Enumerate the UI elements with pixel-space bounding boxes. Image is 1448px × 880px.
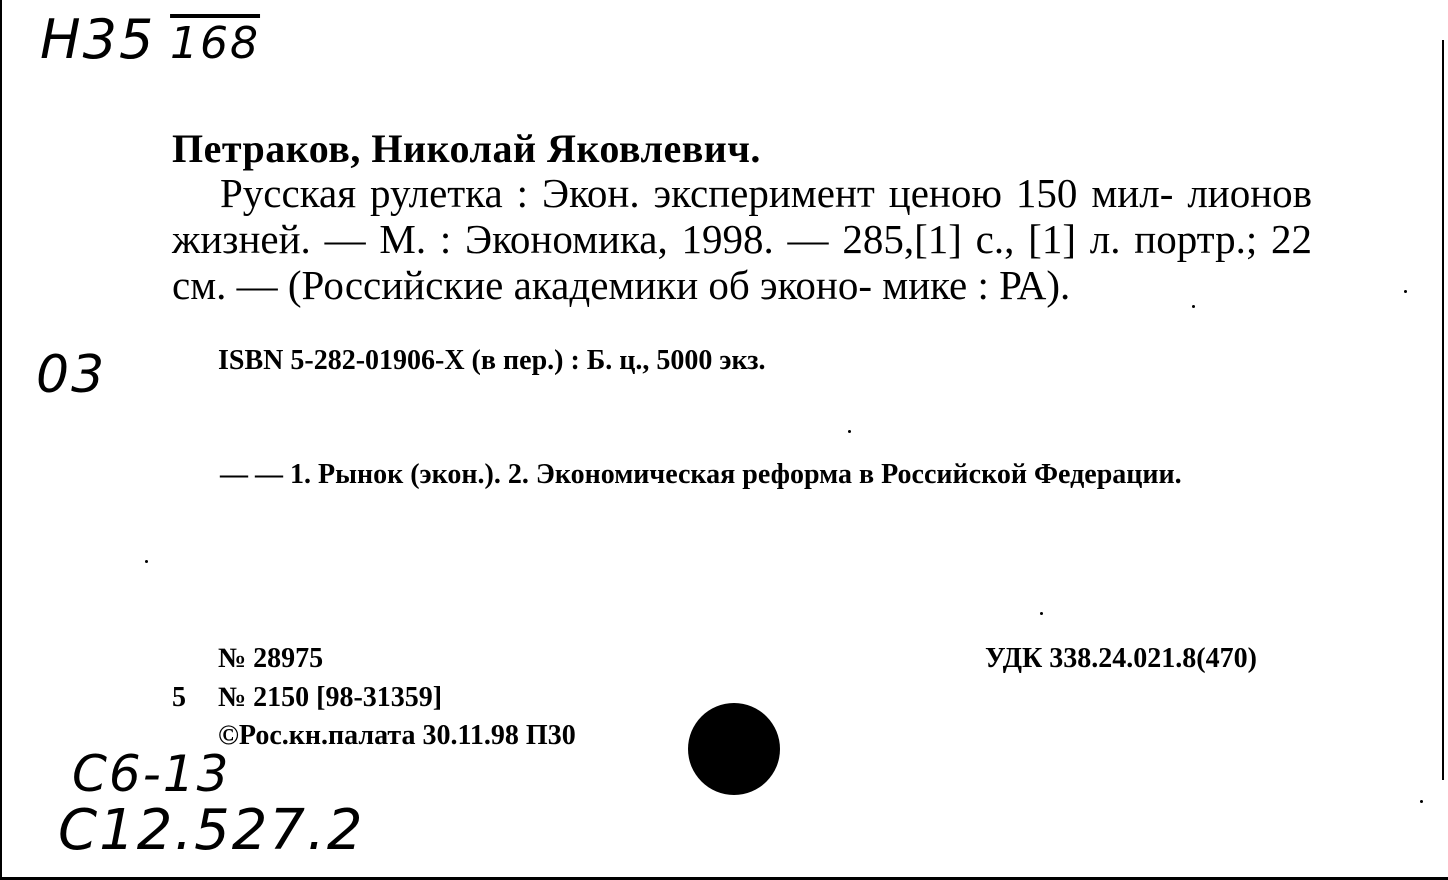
shelf-mark-prefix: Н35 — [40, 8, 156, 71]
class-mark-2-handwritten: С12.527.2 — [58, 798, 365, 863]
copyright-line: ©Рос.кн.палата 30.11.98 П30 — [218, 720, 576, 751]
scan-speck — [848, 430, 851, 433]
shelf-mark-number: 168 — [170, 18, 261, 69]
order-number: № 2150 [98-31359] — [218, 682, 443, 713]
card-left-edge — [0, 0, 2, 880]
udk-code: УДК 338.24.021.8(470) — [985, 643, 1257, 674]
subject-headings — [172, 455, 1312, 495]
bibliographic-description — [172, 170, 1312, 308]
scan-speck — [1420, 800, 1423, 803]
scan-speck — [1192, 305, 1195, 308]
punch-hole-dot — [688, 703, 780, 795]
scan-speck — [1404, 290, 1407, 293]
card-right-edge — [1442, 40, 1444, 780]
copies-count: 5 — [172, 682, 186, 713]
shelf-mark-handwritten — [40, 8, 260, 71]
description-rest: лионов жизней. — М. : Экономика, 1998. — 285,[1] с., [1] л. портр.; 22 см. — (Российские академики об эконо- мике : РА). — [172, 170, 1313, 308]
record-number: № 28975 — [218, 643, 324, 674]
class-mark-1-handwritten: С6-13 — [72, 745, 231, 803]
author-heading: Петраков, Николай Яковлевич. — [172, 126, 761, 171]
margin-mark-handwritten: 03 — [36, 345, 107, 405]
scan-speck — [1040, 612, 1043, 615]
description-title-line: Русская рулетка : Экон. эксперимент ценою 150 мил- — [220, 170, 1174, 216]
subject-text: — — 1. Рынок (экон.). 2. Экономическая реформа в Российской Федерации. — [220, 459, 1182, 490]
isbn-line: ISBN 5-282-01906-X (в пер.) : Б. ц., 5000 экз. — [218, 345, 766, 376]
scan-speck — [145, 560, 148, 563]
